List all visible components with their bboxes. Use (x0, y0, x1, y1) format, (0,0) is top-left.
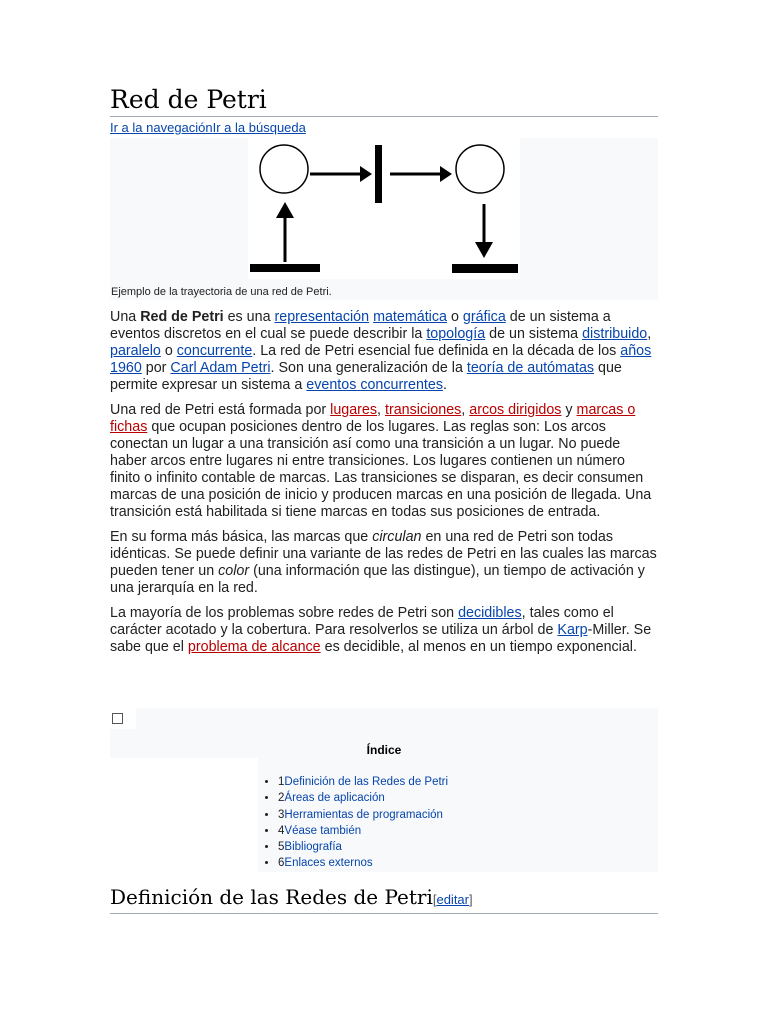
toc-left-gap (110, 758, 258, 872)
italic-circulan: circulan (372, 529, 422, 545)
jump-to-navigation-link[interactable]: Ir a la navegación (110, 120, 213, 135)
paragraph-structure: Una red de Petri está formada por lugares, transiciones, arcos dirigidos y marcas o fichas que ocupan posiciones dentro de los lugares. Las reglas son: Los arcos conectan un lugar a una transición así como una transición a un lugar. No puede haber arcos entre lugares ni entre transiciones. Los lugares contienen un número finito o infinito contable de marcas. Las transiciones se disparan, es decir consumen marcas de una posición de inicio y producen marcas en una posición de llegada. Una transición está habilitada si tiene marcas en todas sus posiciones de entrada. (110, 402, 652, 520)
link-karp[interactable]: Karp (557, 622, 588, 638)
toc-item-number: 3 (278, 808, 285, 821)
toc-item[interactable] (278, 823, 448, 839)
toc-item-number: 5 (278, 841, 285, 854)
toc-item[interactable] (278, 774, 448, 790)
article-body (110, 309, 658, 664)
link-eventos-concurrentes[interactable]: eventos concurrentes (306, 377, 443, 393)
toc-item-number: 2 (278, 792, 285, 805)
jump-to-search-link[interactable]: Ir a la búsqueda (212, 120, 306, 135)
link-teoria-automatas[interactable]: teoría de autómatas (466, 360, 595, 376)
toc-item[interactable] (278, 807, 448, 823)
petri-net-diagram[interactable] (248, 138, 520, 279)
italic-color: color (218, 563, 250, 579)
toc-item-link[interactable]: Áreas de aplicación (284, 792, 385, 805)
figure-caption: Ejemplo de la trayectoria de una red de Petri. (111, 286, 332, 298)
toc-item-number: 4 (278, 824, 285, 837)
paragraph-problems: La mayoría de los problemas sobre redes de Petri son decidibles, tales como el carácter acotado y la cobertura. Para resolverlos se utiliza un árbol de Karp-Miller. Se sabe que el problema de alcance es decidible, al menos en un tiempo exponencial. (110, 605, 652, 655)
edit-bracket-open: [ (432, 892, 437, 907)
toc-item-link[interactable]: Enlaces externos (284, 857, 373, 870)
link-transiciones[interactable]: transiciones (385, 402, 462, 418)
toc-list (256, 774, 448, 872)
link-problema-alcance[interactable]: problema de alcance (187, 639, 321, 655)
link-arcos-dirigidos[interactable]: arcos dirigidos (469, 402, 562, 418)
petri-net-diagram-graphic (248, 138, 520, 279)
link-paralelo[interactable]: paralelo (110, 343, 161, 359)
link-topologia[interactable]: topología (426, 326, 486, 342)
section-heading (110, 884, 658, 914)
section-heading-text: Definición de las Redes de Petri (110, 885, 433, 909)
link-marcas-fichas[interactable]: marcas o fichas (110, 402, 636, 435)
link-grafica[interactable]: gráfica (462, 309, 506, 325)
edit-section-link[interactable]: editar (436, 892, 469, 907)
toc-item-number: 6 (278, 857, 285, 870)
toc-item-link[interactable]: Definición de las Redes de Petri (284, 776, 449, 788)
link-decidibles[interactable]: decidibles (458, 605, 522, 621)
toc-item[interactable] (278, 855, 448, 871)
link-representacion[interactable]: representación (274, 309, 370, 325)
link-anos-1960[interactable]: años 1960 (110, 343, 652, 376)
section-edit (433, 892, 473, 907)
toc-item[interactable] (278, 790, 448, 806)
page-title: Red de Petri (110, 84, 658, 117)
link-concurrente[interactable]: concurrente (176, 343, 253, 359)
toc-item-link[interactable]: Herramientas de programación (284, 808, 443, 821)
table-of-contents (110, 708, 658, 872)
link-distribuido[interactable]: distribuido (582, 326, 648, 342)
thumbnail-figure (110, 138, 658, 300)
jump-links (110, 120, 306, 135)
toc-toggle-checkbox-icon[interactable] (112, 713, 123, 724)
toc-item-number: 1 (278, 776, 285, 788)
toc-title: Índice (366, 743, 402, 757)
toc-item-link[interactable]: Véase también (284, 824, 362, 837)
paragraph-intro: Una Red de Petri es una representación matemática o gráfica de un sistema a eventos discretos en el cual se puede describir la topología de un sistema distribuido, paralelo o concurrente. La red de Petri esencial fue definida en la década de los años 1960 por Carl Adam Petri. Son una generalización de la teoría de autómatas que permite expresar un sistema a eventos concurrentes. (110, 309, 652, 393)
paragraph-marks: En su forma más básica, las marcas que circulan en una red de Petri son todas idénticas. Se puede definir una variante de las redes de Petri en las cuales las marcas pueden tener un color (una información que las distingue), un tiempo de activación y una jerarquía en la red. (110, 529, 657, 596)
link-carl-adam-petri[interactable]: Carl Adam Petri (170, 360, 271, 376)
link-matematica[interactable]: matemática (373, 309, 447, 325)
toc-item[interactable] (278, 839, 448, 855)
term-bold: Red de Petri (140, 309, 224, 325)
link-lugares[interactable]: lugares (330, 402, 378, 418)
toc-item-link[interactable]: Bibliografía (284, 841, 342, 854)
edit-bracket-close: ] (469, 892, 473, 907)
